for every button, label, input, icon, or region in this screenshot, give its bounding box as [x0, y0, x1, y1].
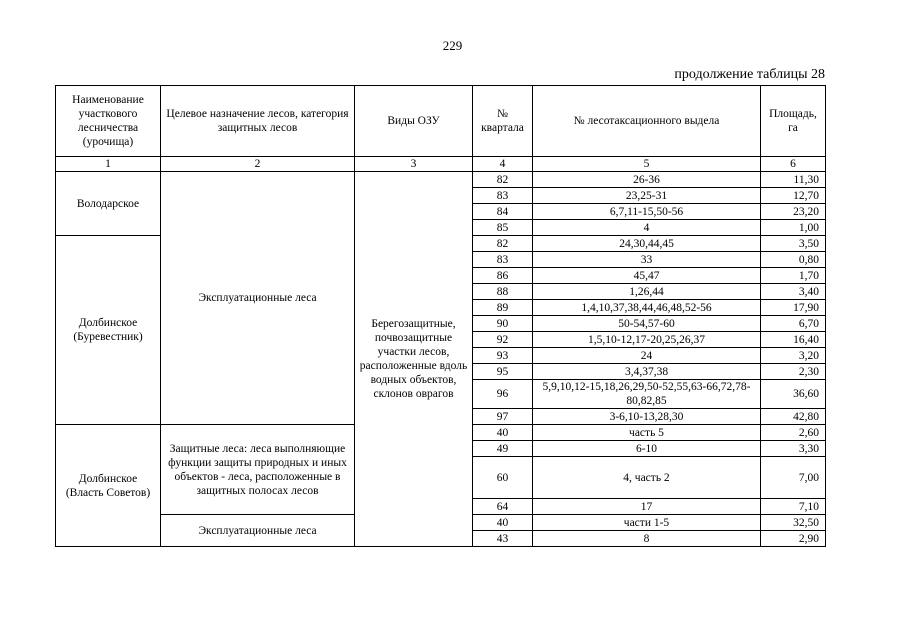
area-cell: 16,40: [761, 332, 826, 348]
area-cell: 1,70: [761, 268, 826, 284]
allotment-cell: 3-6,10-13,28,30: [533, 409, 761, 425]
area-cell: 0,80: [761, 252, 826, 268]
quarter-cell: 88: [473, 284, 533, 300]
header-area: Площадь, га: [761, 86, 826, 157]
allotment-cell: 4: [533, 220, 761, 236]
quarter-cell: 40: [473, 425, 533, 441]
quarter-cell: 92: [473, 332, 533, 348]
allotment-cell: части 1-5: [533, 515, 761, 531]
column-number: 6: [761, 157, 826, 172]
quarter-cell: 90: [473, 316, 533, 332]
area-cell: 32,50: [761, 515, 826, 531]
district-cell: Володарское: [56, 172, 161, 236]
area-cell: 2,60: [761, 425, 826, 441]
quarter-cell: 97: [473, 409, 533, 425]
purpose-cell: Защитные леса: леса выполняющие функции защиты природных и иных объектов - леса, расположенные в защитных полосах лесов: [161, 425, 355, 515]
allotment-cell: 24: [533, 348, 761, 364]
allotment-cell: 6-10: [533, 441, 761, 457]
quarter-cell: 82: [473, 236, 533, 252]
area-cell: 3,20: [761, 348, 826, 364]
quarter-cell: 84: [473, 204, 533, 220]
allotment-cell: 4, часть 2: [533, 457, 761, 499]
allotment-cell: 17: [533, 499, 761, 515]
quarter-cell: 49: [473, 441, 533, 457]
area-cell: 3,50: [761, 236, 826, 252]
allotment-cell: 50-54,57-60: [533, 316, 761, 332]
quarter-cell: 86: [473, 268, 533, 284]
area-cell: 3,40: [761, 284, 826, 300]
header-purpose: Целевое назначение лесов, категория защитных лесов: [161, 86, 355, 157]
allotment-cell: 1,5,10-12,17-20,25,26,37: [533, 332, 761, 348]
quarter-cell: 85: [473, 220, 533, 236]
area-cell: 2,90: [761, 531, 826, 547]
table-continuation-caption: продолжение таблицы 28: [674, 67, 825, 82]
quarter-cell: 83: [473, 252, 533, 268]
quarter-cell: 93: [473, 348, 533, 364]
quarter-cell: 60: [473, 457, 533, 499]
quarter-cell: 96: [473, 380, 533, 409]
area-cell: 42,80: [761, 409, 826, 425]
allotment-cell: 33: [533, 252, 761, 268]
purpose-cell: Эксплуатационные леса: [161, 515, 355, 547]
header-ozu: Виды ОЗУ: [355, 86, 473, 157]
allotment-cell: 5,9,10,12-15,18,26,29,50-52,55,63-66,72,78-80,82,85: [533, 380, 761, 409]
allotment-cell: 23,25-31: [533, 188, 761, 204]
quarter-cell: 95: [473, 364, 533, 380]
forest-table: [55, 85, 826, 547]
allotment-cell: 1,26,44: [533, 284, 761, 300]
column-number: 5: [533, 157, 761, 172]
area-cell: 11,30: [761, 172, 826, 188]
page-number: 229: [442, 38, 463, 53]
area-cell: 36,60: [761, 380, 826, 409]
allotment-cell: 24,30,44,45: [533, 236, 761, 252]
allotment-cell: 3,4,37,38: [533, 364, 761, 380]
area-cell: 12,70: [761, 188, 826, 204]
area-cell: 3,30: [761, 441, 826, 457]
header-row: [56, 86, 826, 157]
header-allotment: № лесотаксационного выдела: [533, 86, 761, 157]
district-cell: Долбинское (Власть Советов): [56, 425, 161, 547]
quarter-cell: 89: [473, 300, 533, 316]
area-cell: 7,00: [761, 457, 826, 499]
allotment-cell: 45,47: [533, 268, 761, 284]
column-number: 4: [473, 157, 533, 172]
allotment-cell: 6,7,11-15,50-56: [533, 204, 761, 220]
table-row: [56, 172, 826, 188]
column-number: 1: [56, 157, 161, 172]
area-cell: 1,00: [761, 220, 826, 236]
allotment-cell: 8: [533, 531, 761, 547]
area-cell: 6,70: [761, 316, 826, 332]
quarter-cell: 40: [473, 515, 533, 531]
area-cell: 17,90: [761, 300, 826, 316]
purpose-cell: Эксплуатационные леса: [161, 172, 355, 425]
allotment-cell: 26-36: [533, 172, 761, 188]
quarter-cell: 83: [473, 188, 533, 204]
area-cell: 2,30: [761, 364, 826, 380]
column-number: 2: [161, 157, 355, 172]
column-number-row: [56, 157, 826, 172]
quarter-cell: 43: [473, 531, 533, 547]
district-cell: Долбинское (Буревестник): [56, 236, 161, 425]
allotment-cell: часть 5: [533, 425, 761, 441]
area-cell: 23,20: [761, 204, 826, 220]
quarter-cell: 64: [473, 499, 533, 515]
header-quarter: № квартала: [473, 86, 533, 157]
allotment-cell: 1,4,10,37,38,44,46,48,52-56: [533, 300, 761, 316]
header-district: Наименование участкового лесничества (урочища): [56, 86, 161, 157]
ozu-cell: Берегозащитные, почвозащитные участки лесов, расположенные вдоль водных объектов, склонов оврагов: [355, 172, 473, 547]
quarter-cell: 82: [473, 172, 533, 188]
column-number: 3: [355, 157, 473, 172]
area-cell: 7,10: [761, 499, 826, 515]
